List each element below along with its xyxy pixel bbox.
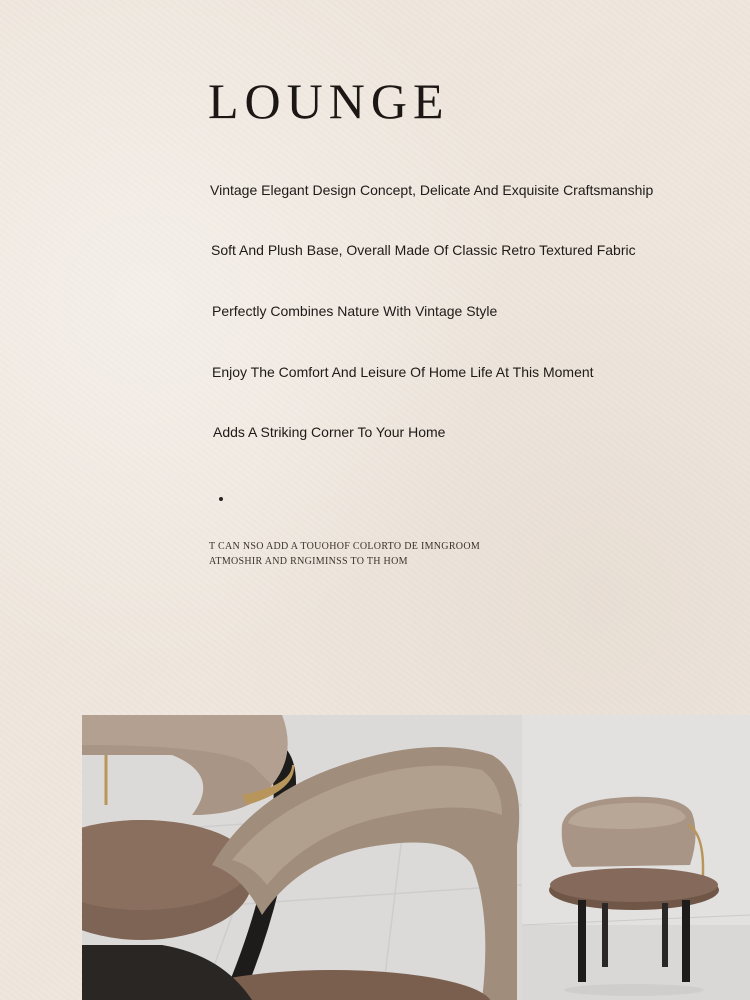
feature-line-5: Adds A Striking Corner To Your Home — [213, 424, 446, 440]
feature-line-4: Enjoy The Comfort And Leisure Of Home Life At This Moment — [212, 364, 594, 380]
feature-line-3: Perfectly Combines Nature With Vintage Style — [212, 303, 498, 319]
faded-caption-line-2: ATMOSHIR AND RNGIMINSS TO TH HOM — [209, 556, 408, 567]
chair-full-photo — [522, 715, 750, 1000]
faded-caption-line-1: T CAN NSO ADD A TOUOHOF COLORTO DE IMNGROOM — [209, 541, 481, 552]
chair-closeup-photo — [82, 715, 522, 1000]
feature-line-2: Soft And Plush Base, Overall Made Of Classic Retro Textured Fabric — [211, 242, 636, 258]
brand-title: LOUNGE — [208, 73, 450, 129]
feature-line-1: Vintage Elegant Design Concept, Delicate And Exquisite Craftsmanship — [210, 182, 654, 198]
bullet-dot — [219, 497, 223, 501]
